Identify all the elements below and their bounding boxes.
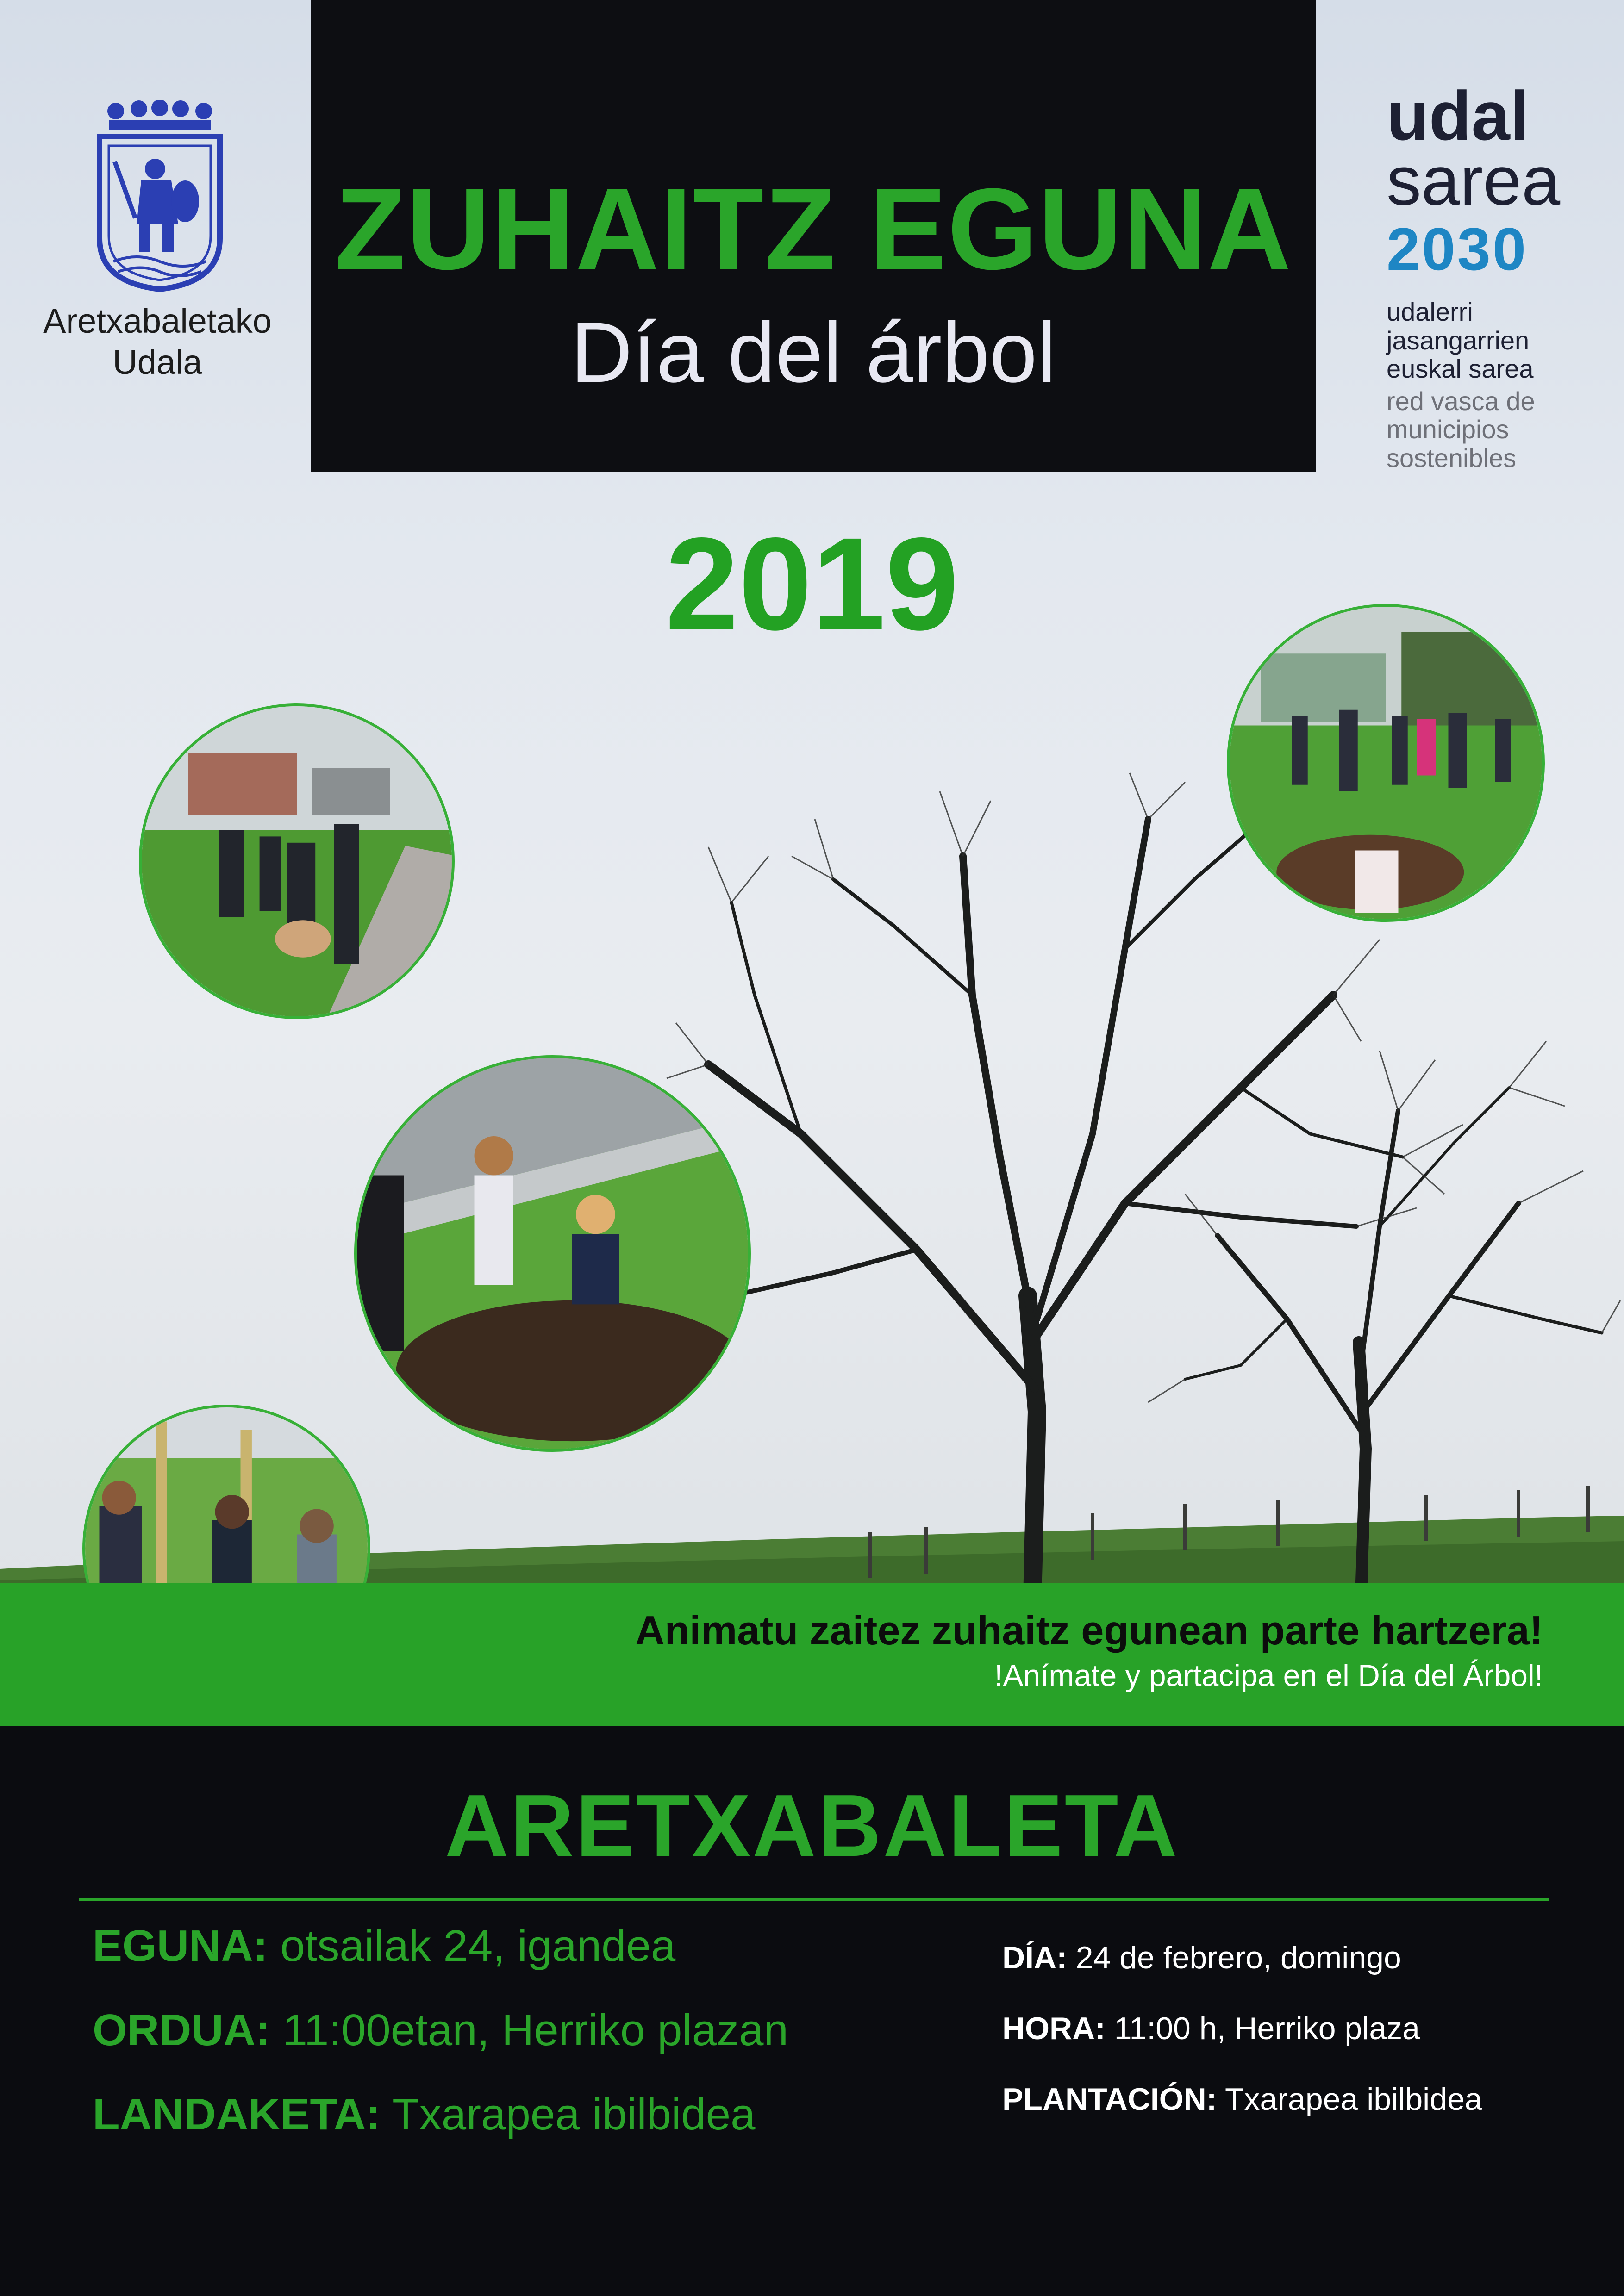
logo-eu-line3: euskal sarea [1387,354,1534,384]
photo-children-digging [354,1055,751,1452]
municipality-line2: Udala [112,342,202,381]
detail-label: EGUNA: [93,1921,268,1971]
page-title: ZUHAITZ EGUNA [335,164,1292,293]
logo-es-line3: sostenibles [1387,443,1517,473]
photo-field-planting [1227,604,1545,922]
photo-group-walking [139,703,455,1019]
detail-row-date-eu [93,1921,788,2005]
detail-row-time-es [1002,2008,1482,2078]
banner-spanish-text: !Anímate y partacipa en el Día del Árbol! [994,1658,1543,1692]
logo-year: 2030 [1387,215,1528,283]
detail-value: 24 de febrero, domingo [1067,1940,1401,1975]
municipality-line1: Aretxabaletako [43,302,272,340]
detail-label: HORA: [1002,2011,1106,2046]
detail-value: Txarapea ibilbidea [381,2090,756,2139]
title-box [311,0,1316,472]
detail-value: Txarapea ibilbidea [1217,2082,1482,2117]
logo-word-udal: udal [1387,77,1530,155]
shield-crest-icon [90,100,229,294]
detail-label: DÍA: [1002,1940,1067,1975]
logo-eu-line1: udalerri [1387,297,1473,326]
detail-row-planting-es [1002,2078,1482,2149]
detail-row-date-es [1002,1937,1482,2008]
details-basque [93,1921,788,2173]
detail-label: ORDUA: [93,2005,270,2055]
logo-basque-text [1387,298,1581,383]
municipality-name [28,301,287,383]
event-year: 2019 [665,510,959,658]
detail-row-time-eu [93,2005,788,2089]
detail-label: LANDAKETA: [93,2090,381,2139]
town-name: ARETXABALETA [445,1777,1179,1875]
logo-spanish-text [1387,387,1581,473]
udalsarea-logo [1387,77,1581,473]
details-spanish [1002,1937,1482,2149]
call-to-action-banner [0,1583,1624,1726]
detail-row-planting-eu [93,2089,788,2173]
page-subtitle: Día del árbol [570,305,1056,400]
detail-label: PLANTACIÓN: [1002,2082,1217,2117]
detail-value: 11:00etan, Herriko plazan [270,2005,788,2055]
detail-value: otsailak 24, igandea [268,1921,676,1971]
logo-es-line2: municipios [1387,415,1509,444]
detail-value: 11:00 h, Herriko plaza [1105,2011,1420,2046]
logo-es-line1: red vasca de [1387,386,1535,416]
logo-eu-line2: jasangarrien [1387,325,1530,355]
divider [79,1898,1549,1901]
banner-basque-text: Animatu zaitez zuhaitz egunean parte hartzera! [635,1607,1543,1653]
logo-word-sarea: sarea [1387,142,1561,219]
